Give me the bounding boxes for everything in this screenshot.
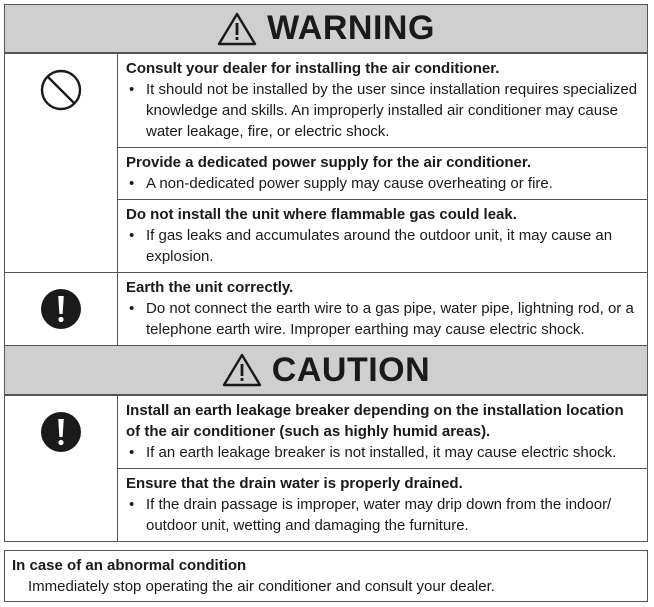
item-heading: Earth the unit correctly.	[126, 279, 294, 296]
item-bullet: • It should not be installed by the user since installation requires specialized knowledge and skills. An improperly installed air conditioner may cause water leakage, fire, or electric shock.	[126, 79, 641, 142]
warning-table	[4, 53, 648, 346]
note-heading: In case of an abnormal condition	[12, 557, 247, 574]
caution-title: CAUTION	[271, 350, 431, 389]
warning-triangle-icon	[217, 12, 257, 46]
item-heading: Consult your dealer for installing the air conditioner.	[126, 60, 500, 77]
warning-item	[118, 148, 648, 200]
item-bullet: • If an earth leakage breaker is not installed, it may cause electric shock.	[126, 442, 641, 463]
warning-item	[118, 200, 648, 273]
mandatory-action-icon	[39, 287, 83, 331]
item-heading: Install an earth leakage breaker depending on the installation location of the air conditioner (such as highly humid areas).	[126, 402, 624, 440]
mandatory-action-icon	[39, 410, 83, 454]
warning-banner	[4, 4, 648, 53]
item-bullet: • A non-dedicated power supply may cause overheating or fire.	[126, 173, 641, 194]
warning-title: WARNING	[267, 9, 435, 47]
item-bullet: • Do not connect the earth wire to a gas pipe, water pipe, lightning rod, or a telephone earth wire. Improper earthing may cause electric shock.	[126, 298, 641, 340]
note-body: Immediately stop operating the air conditioner and consult your dealer.	[28, 578, 495, 595]
warning-group-2-icon-cell	[5, 273, 118, 346]
item-heading: Provide a dedicated power supply for the air conditioner.	[126, 154, 532, 171]
caution-triangle-icon	[222, 353, 262, 387]
warning-item	[118, 54, 648, 148]
caution-table	[4, 395, 648, 542]
safety-notice	[4, 4, 648, 542]
warning-group-1-icon-cell	[5, 54, 118, 273]
warning-item	[118, 273, 648, 346]
item-heading: Do not install the unit where flammable gas could leak.	[126, 206, 517, 223]
abnormal-condition-note	[4, 550, 648, 602]
item-bullet: • If gas leaks and accumulates around the outdoor unit, it may cause an explosion.	[126, 225, 641, 267]
prohibition-icon	[39, 68, 83, 112]
caution-item	[118, 396, 648, 469]
caution-banner	[4, 346, 648, 395]
item-bullet: • If the drain passage is improper, water may drip down from the indoor/ outdoor unit, wetting and damaging the furniture.	[126, 494, 641, 536]
caution-item	[118, 469, 648, 542]
item-heading: Ensure that the drain water is properly drained.	[126, 475, 463, 492]
caution-group-1-icon-cell	[5, 396, 118, 542]
